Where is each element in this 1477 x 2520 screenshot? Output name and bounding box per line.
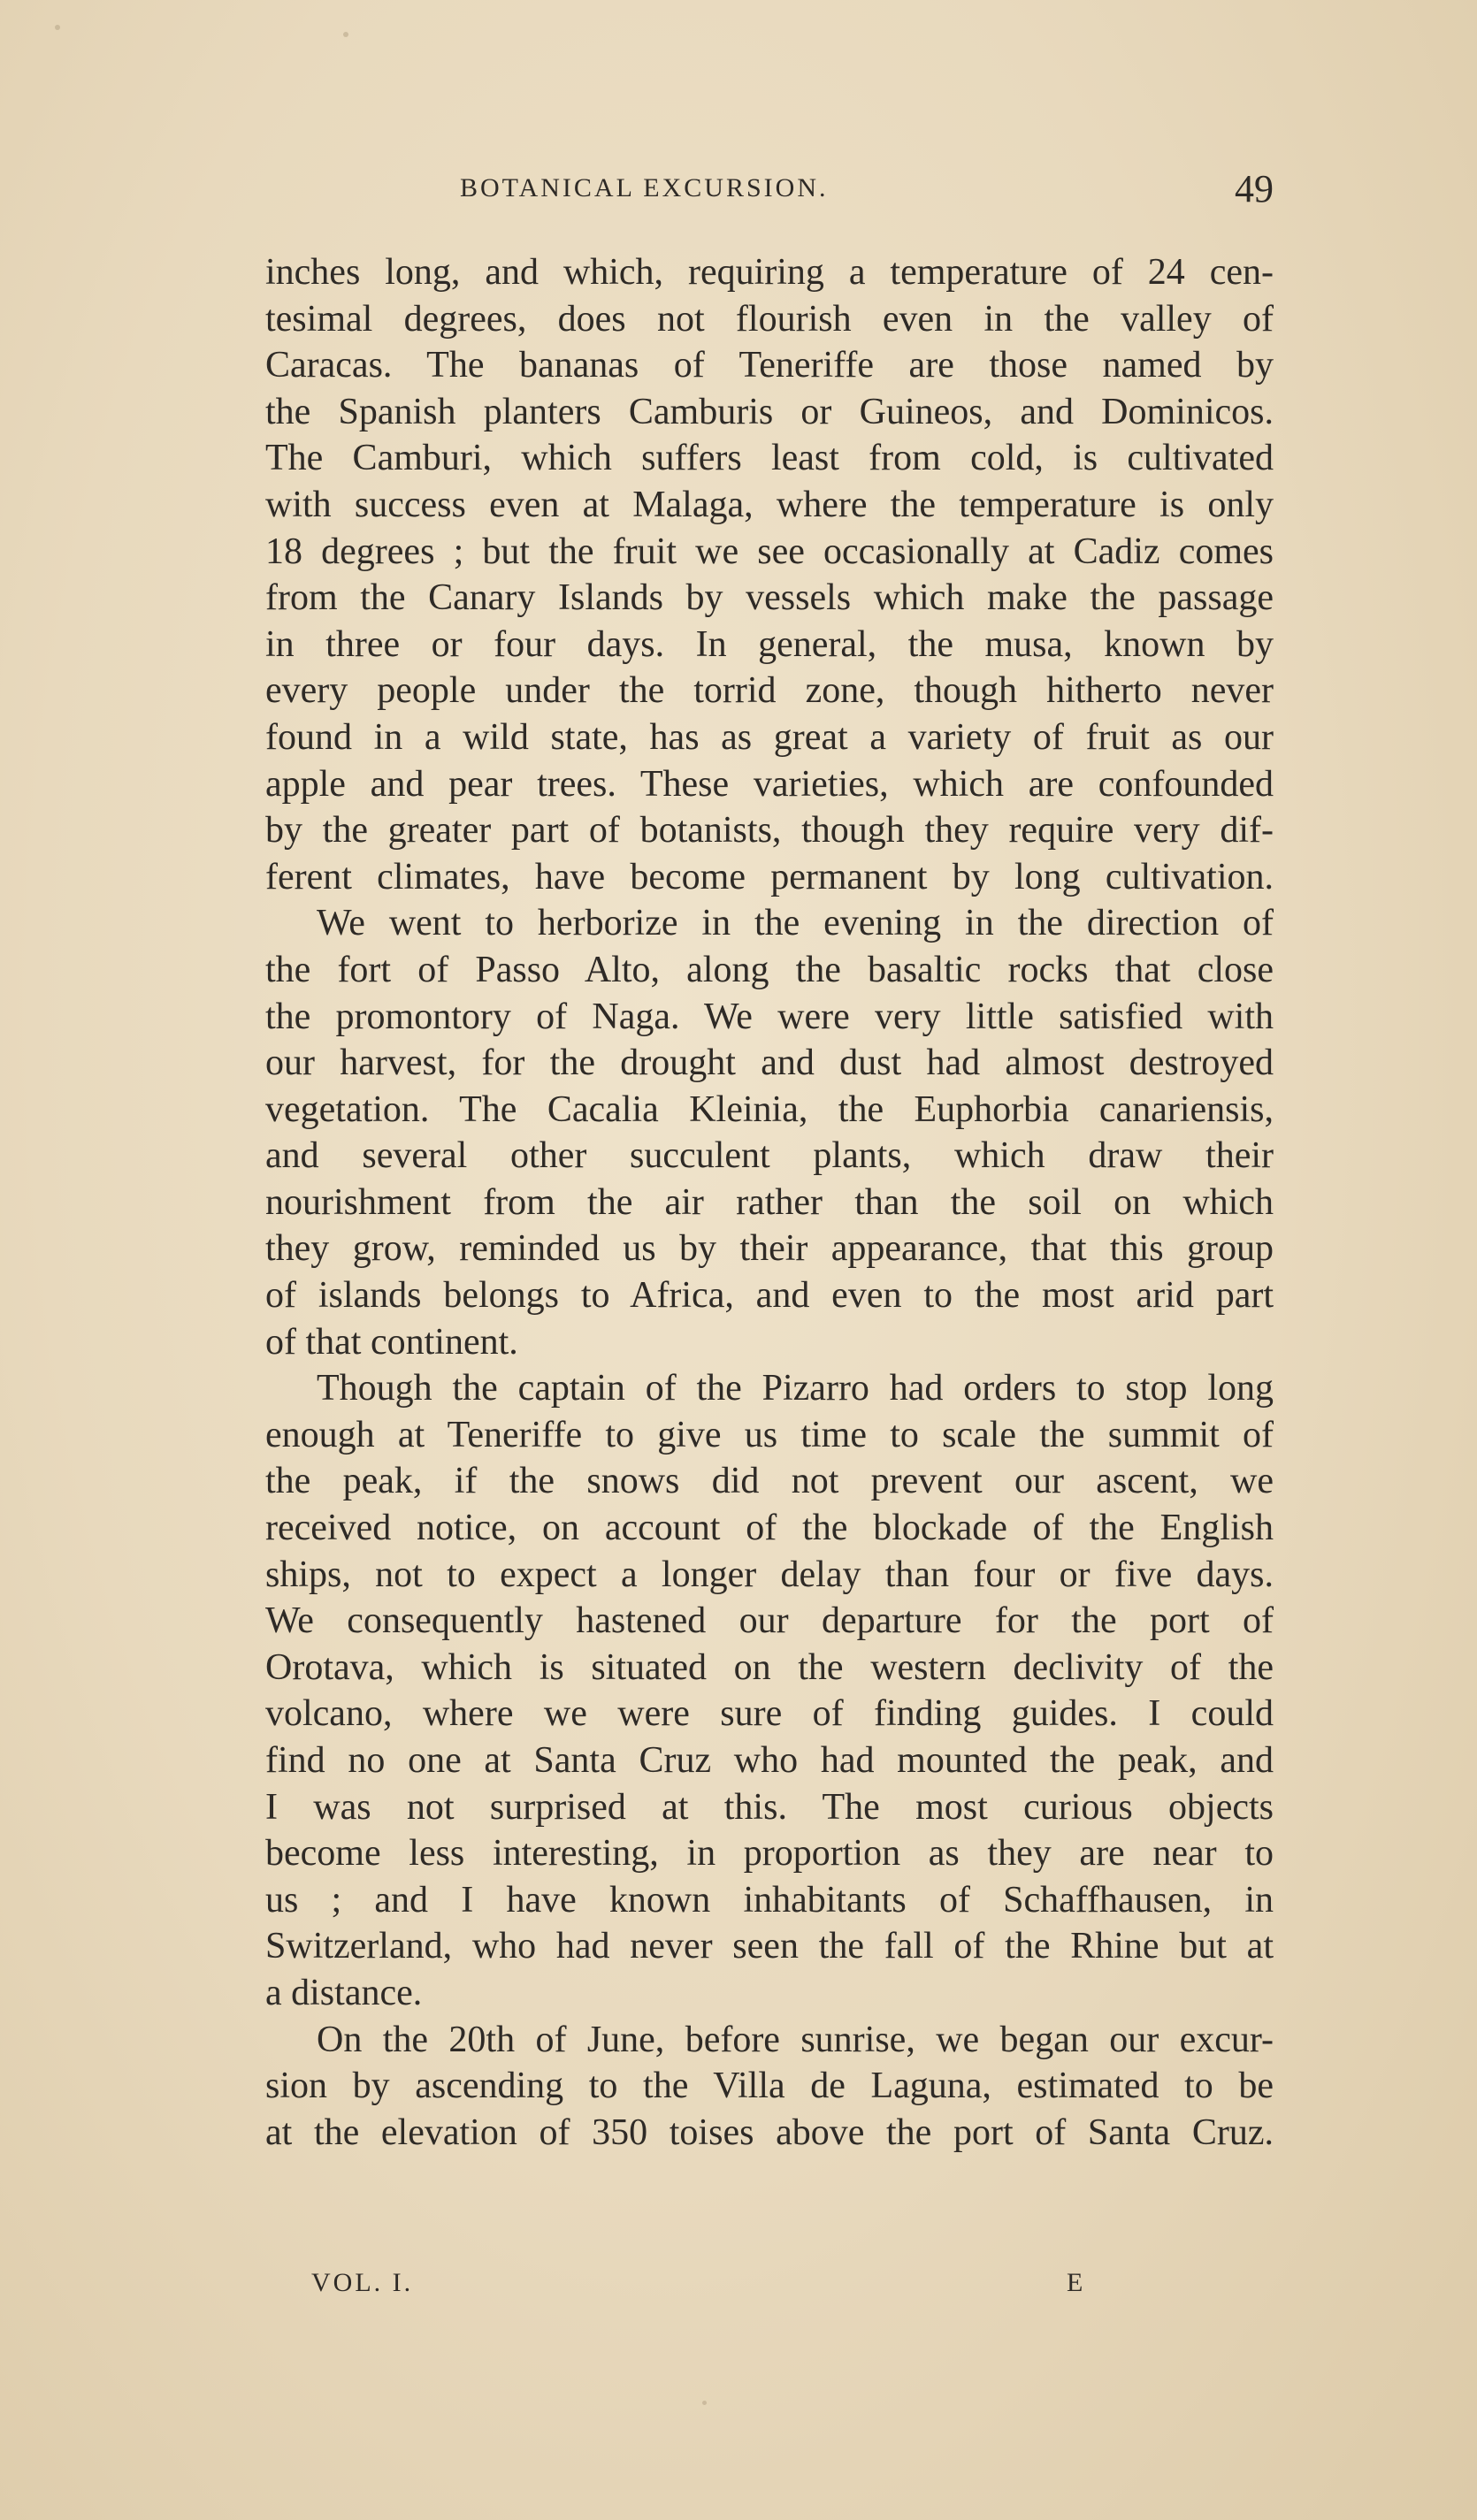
text-line: from the Canary Islands by vessels which make the passage [265,577,1274,619]
text-line: found in a wild state, has as great a variety of fruit as our [265,716,1274,758]
text-line: the fort of Passo Alto, along the basaltic rocks that close [265,949,1274,990]
text-line: us ; and I have known inhabitants of Schaffhausen, in [265,1879,1274,1921]
text-line: We went to herborize in the evening in the direction of [317,903,1274,944]
running-title: BOTANICAL EXCURSION. [460,173,829,202]
text-line: in three or four days. In general, the musa, known by [265,623,1274,665]
text-line: a distance. [265,1972,423,2013]
text-line: ships, not to expect a longer delay than four or five days. [265,1554,1274,1595]
signature-mark: E [1067,2268,1083,2297]
text-line: enough at Teneriffe to give us time to scale the summit of [265,1414,1274,1455]
text-line: We consequently hastened our departure for the port of [265,1600,1274,1642]
text-line: find no one at Santa Cruz who had mounted the peak, and [265,1740,1274,1781]
paper-speck [343,32,348,37]
body-text [265,249,1274,2156]
text-line: of that continent. [265,1321,518,1363]
page-footer [265,2268,1274,2312]
text-line: Caracas. The bananas of Teneriffe are those named by [265,345,1274,386]
volume-mark: VOL. I. [311,2268,414,2297]
text-line: they grow, reminded us by their appearance, that this group [265,1228,1274,1270]
text-line: become less interesting, in proportion as they are near to [265,1833,1274,1875]
text-line: of islands belongs to Africa, and even to the most arid part [265,1275,1274,1317]
text-line: the peak, if the snows did not prevent our ascent, we [265,1461,1274,1502]
text-line: our harvest, for the drought and dust had almost destroyed [265,1042,1274,1084]
text-line: I was not surprised at this. The most curious objects [265,1786,1274,1828]
page-header [265,167,1274,218]
text-line: nourishment from the air rather than the soil on which [265,1181,1274,1223]
text-line: every people under the torrid zone, though hitherto never [265,670,1274,712]
text-line: inches long, and which, requiring a temperature of 24 cen- [265,252,1274,293]
text-line: received notice, on account of the blockade of the English [265,1508,1274,1549]
text-line: Switzerland, who had never seen the fall of the Rhine but at [265,1926,1274,1967]
text-line: On the 20th of June, before sunrise, we began our excur- [317,2019,1274,2060]
text-line: volcano, where we were sure of finding guides. I could [265,1693,1274,1735]
text-line: the Spanish planters Camburis or Guineos, and Dominicos. [265,391,1274,432]
page-number: 49 [1235,167,1274,210]
text-line: tesimal degrees, does not flourish even in the valley of [265,298,1274,340]
text-line: 18 degrees ; but the fruit we see occasionally at Cadiz comes [265,531,1274,572]
text-line: Orotava, which is situated on the western declivity of the [265,1646,1274,1688]
text-line: at the elevation of 350 toises above the port of Santa Cruz. [265,2111,1274,2153]
text-line: sion by ascending to the Villa de Laguna, estimated to be [265,2066,1274,2107]
paper-speck [55,25,60,30]
paper-speck [702,2401,707,2405]
text-line: vegetation. The Cacalia Kleinia, the Euphorbia canariensis, [265,1088,1274,1130]
text-line: Though the captain of the Pizarro had orders to stop long [317,1368,1274,1409]
text-line: and several other succulent plants, which draw their [265,1135,1274,1177]
text-line: the promontory of Naga. We were very little satisfied with [265,996,1274,1037]
text-line: by the greater part of botanists, though they require very dif- [265,810,1274,851]
text-line: apple and pear trees. These varieties, which are confounded [265,763,1274,805]
text-line: The Camburi, which suffers least from cold, is cultivated [265,438,1274,479]
text-line: ferent climates, have become permanent by long cultivation. [265,856,1274,897]
text-line: with success even at Malaga, where the temperature is only [265,484,1274,525]
